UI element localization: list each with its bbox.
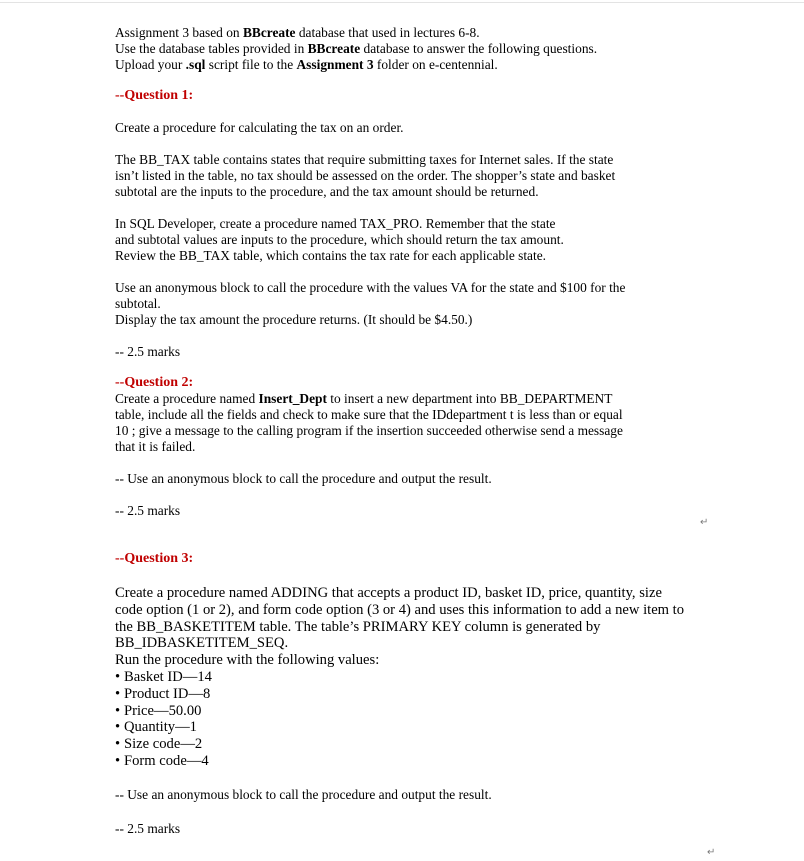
q2-description: Create a procedure named Insert_Dept to insert a new department into BB_DEPARTMENT table, include all the fields and check to make sure that the IDdepartment t is less than or equal 10 ; give a message to the calling program if the insertion succeeded otherwise send a message that it is failed. — [115, 391, 623, 454]
q2-call-instruction: -- Use an anonymous block to call the procedure and output the result. — [115, 471, 492, 486]
list-item: • Form code—4 — [115, 752, 209, 769]
q1-paragraph-1: Create a procedure for calculating the tax on an order. — [115, 120, 404, 135]
q2-marks: -- 2.5 marks — [115, 503, 181, 518]
list-item: • Price—50.00 — [115, 702, 202, 719]
list-item: • Quantity—1 — [115, 719, 197, 736]
intro-line-2: Use the database tables provided in BBcreate database to answer the following questions. — [115, 41, 598, 56]
question-3-heading: --Question 3: — [115, 551, 194, 566]
list-item: • Size code—2 — [115, 736, 203, 753]
paragraph-return-mark-icon: ↵ — [700, 517, 709, 528]
paragraph-return-mark-icon: ↵ — [707, 847, 716, 858]
q3-description: Create a procedure named ADDING that accepts a product ID, basket ID, price, quantity, size code option (1 or 2), and form code option (3 or 4) and uses this information to add a new item to the BB_BASKETITEM table. The table’s PRIMARY KEY column is generated by BB_IDBASKETITEM_SEQ. Run the procedure with the following values: • Basket ID—14 • Product ID—8 • Price—50.00 • Quantity—1 • Size code—2 • Form code—4 — [115, 585, 695, 770]
question-1-heading: --Question 1: — [115, 88, 194, 103]
q1-paragraph-3: In SQL Developer, create a procedure named TAX_PRO. Remember that the state and subtotal values are inputs to the procedure, which should return the tax amount. Review the BB_TAX table, which contains the tax rate for each applicable state. — [115, 216, 564, 263]
q3-marks: -- 2.5 marks — [115, 820, 181, 836]
question-2-heading: --Question 2: — [115, 375, 194, 390]
q1-paragraph-2: The BB_TAX table contains states that require submitting taxes for Internet sales. If the state isn’t listed in the table, no tax should be assessed on the order. The shopper’s state and basket subtotal are the inputs to the procedure, and the tax amount should be returned. — [115, 152, 616, 199]
q3-values-list — [115, 669, 695, 770]
list-item: • Basket ID—14 — [115, 668, 212, 685]
q1-paragraph-4: Use an anonymous block to call the procedure with the values VA for the state and $100 for the subtotal. Display the tax amount the procedure returns. (It should be $4.50.) — [115, 280, 626, 327]
page-top-border — [0, 2, 804, 3]
q1-marks: -- 2.5 marks — [115, 344, 181, 359]
q3-call-instruction: -- Use an anonymous block to call the procedure and output the result. — [115, 786, 492, 802]
intro-line-3: Upload your .sql script file to the Assignment 3 folder on e-centennial. — [115, 57, 498, 72]
intro-line-1: Assignment 3 based on BBcreate database that used in lectures 6-8. — [115, 25, 480, 40]
document-page — [115, 25, 695, 837]
list-item: • Product ID—8 — [115, 685, 211, 702]
